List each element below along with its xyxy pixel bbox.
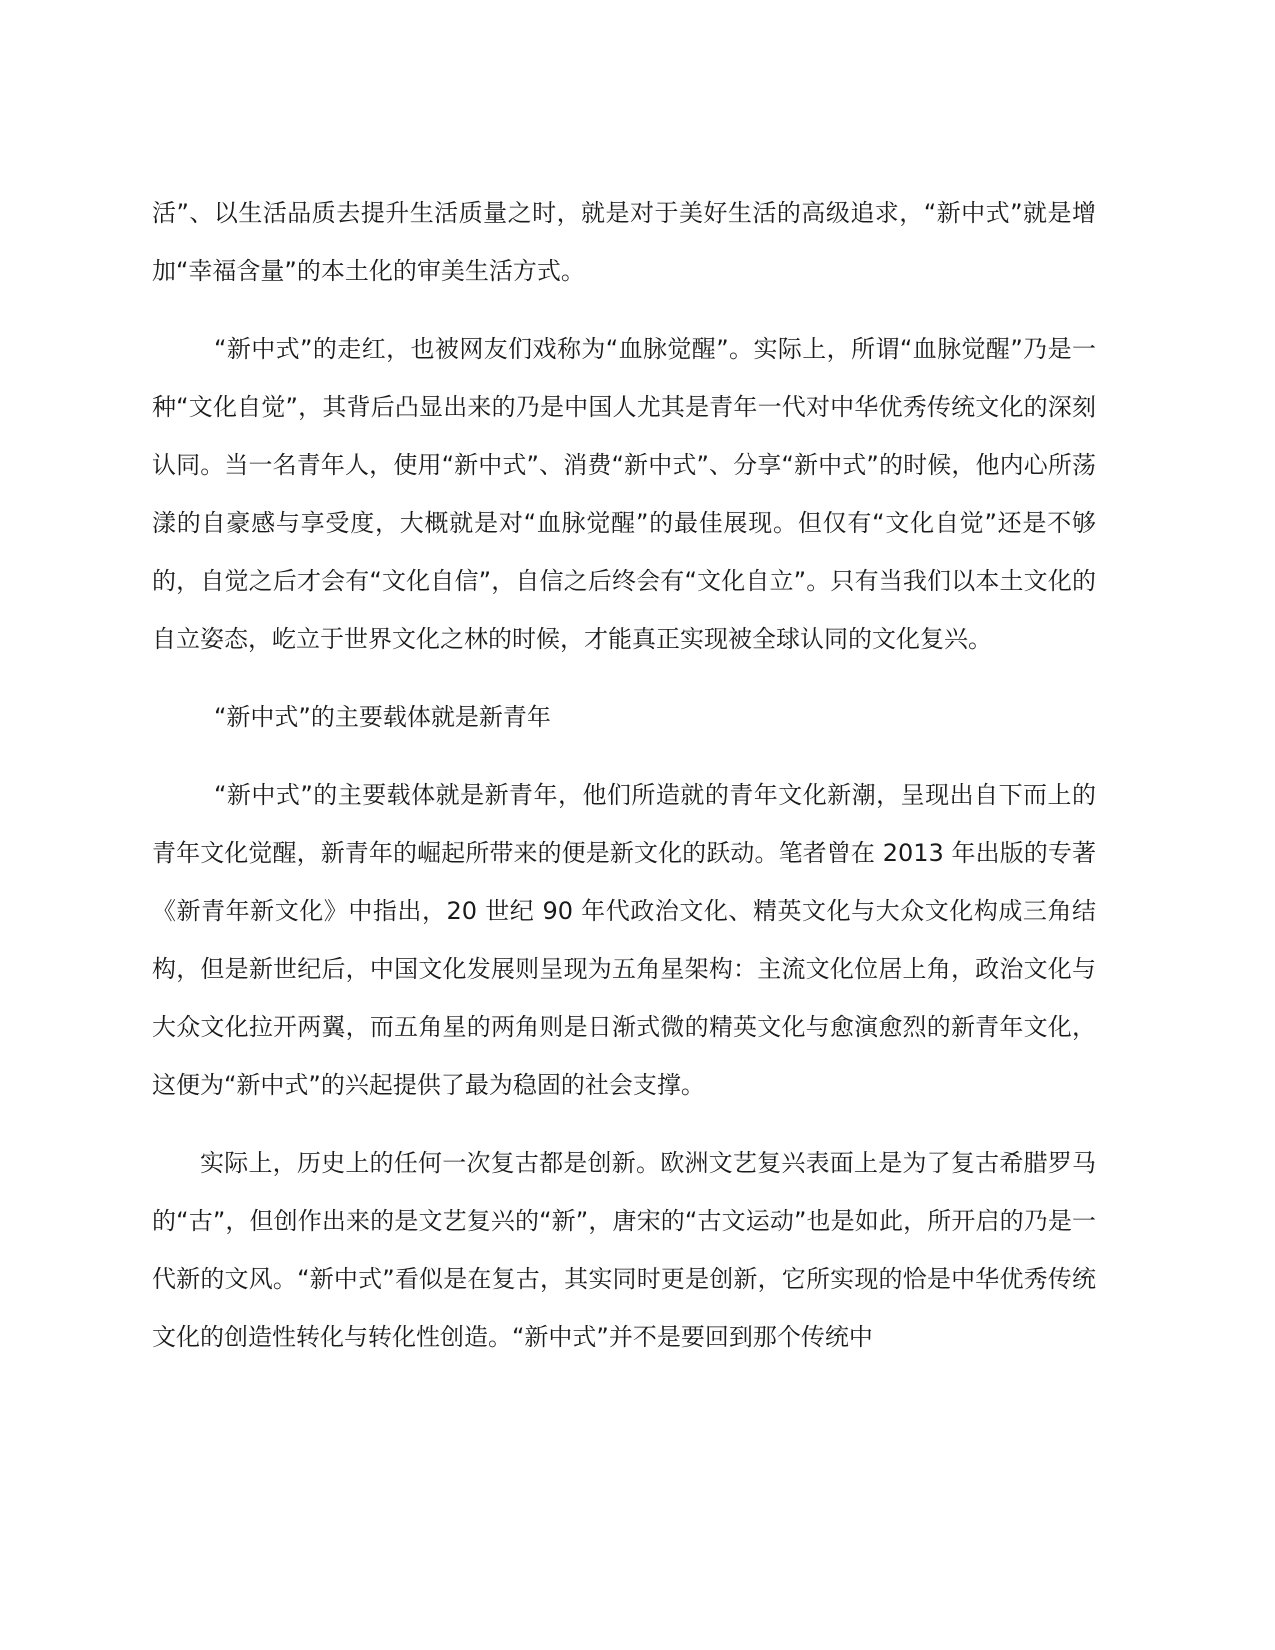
paragraph-revival-innovation: 实际上，历史上的任何一次复古都是创新。欧洲文艺复兴表面上是为了复古希腊罗马的“古”，但创作出来的是文艺复兴的“新”，唐宋的“古文运动”也是如此，所开启的乃是一代新的文风。“新中式”看似是在复古，其实同时更是创新，它所实现的恰是中华优秀传统文化的创造性转化与转化性创造。“新中式”并不是要回到那个传统中 (152, 1149, 1096, 1351)
paragraph-continuation: 活”、以生活品质去提升生活质量之时，就是对于美好生活的高级追求，“新中式”就是增加“幸福含量”的本土化的审美生活方式。 (152, 199, 1096, 285)
document-body (152, 184, 1096, 1366)
paragraph-bloodline-awakening: “新中式”的走红，也被网友们戏称为“血脉觉醒”。实际上，所谓“血脉觉醒”乃是一种“文化自觉”，其背后凸显出来的乃是中国人尤其是青年一代对中华优秀传统文化的深刻认同。当一名青年人，使用“新中式”、消费“新中式”、分享“新中式”的时候，他内心所荡漾的自豪感与享受度，大概就是对“血脉觉醒”的最佳展现。但仅有“文化自觉”还是不够的，自觉之后才会有“文化自信”，自信之后终会有“文化自立”。只有当我们以本土文化的自立姿态，屹立于世界文化之林的时候，才能真正实现被全球认同的文化复兴。 (152, 335, 1096, 653)
paragraph-new-youth: “新中式”的主要载体就是新青年，他们所造就的青年文化新潮，呈现出自下而上的青年文化觉醒，新青年的崛起所带来的便是新文化的跃动。笔者曾在 2013 年出版的专著《新青年新文化》中指出，20 世纪 90 年代政治文化、精英文化与大众文化构成三角结构，但是新世纪后，中国文化发展则呈现为五角星架构：主流文化位居上角，政治文化与大众文化拉开两翼，而五角星的两角则是日渐式微的精英文化与愈演愈烈的新青年文化，这便为“新中式”的兴起提供了最为稳固的社会支撑。 (152, 781, 1096, 1099)
section-heading: “新中式”的主要载体就是新青年 (214, 703, 551, 731)
